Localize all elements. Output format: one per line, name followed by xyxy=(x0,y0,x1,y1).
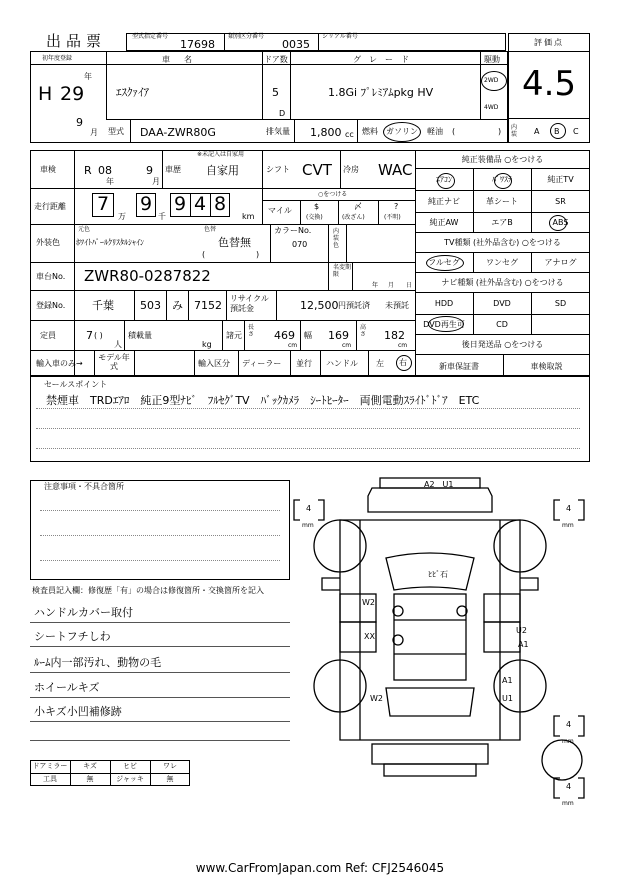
mileage-mile: マイル xyxy=(268,206,292,215)
capacity-unit: 人 xyxy=(114,340,122,349)
nav-type-label: ナビ種類 (社外品含む) ○をつける xyxy=(441,278,564,287)
model-label: 型式 xyxy=(108,127,124,136)
door-type: D xyxy=(279,109,286,118)
score-label: 評価点 xyxy=(534,38,564,47)
factory-equipment-label: 純正装備品 ○をつける xyxy=(461,155,544,164)
height-value: 182 xyxy=(384,329,405,342)
capacity-paren: ( ) xyxy=(94,331,103,340)
right-rear-mark-1: A1 xyxy=(502,676,513,685)
first-reg-month: 9 xyxy=(76,116,83,129)
mileage-digit-2: 9 xyxy=(139,193,153,215)
first-reg-era: H xyxy=(38,83,53,105)
repaint-paren-left: ( xyxy=(202,250,206,259)
color-no-label: カラーNo. xyxy=(274,226,312,235)
left-mid-mark: XX xyxy=(364,632,375,641)
name-change-day-unit: 日 xyxy=(406,282,413,289)
shaken-month: 9 xyxy=(146,164,153,177)
later-warranty: 新車保証書 xyxy=(439,362,479,371)
roof-marks: A2 U1 xyxy=(424,480,454,489)
note-item-4: ホイールキズ xyxy=(34,681,100,694)
recycle-unpaid: 未預託 xyxy=(385,301,409,310)
right-mid-mark-2: A1 xyxy=(518,640,529,649)
name-change-label: 名変期限 xyxy=(333,264,352,278)
footer-ref: www.CarFromJapan.com Ref: CFJ2546045 xyxy=(195,861,445,875)
displacement-unit: cc xyxy=(345,130,354,139)
car-name-label: 車名 xyxy=(162,55,206,64)
handle-left: 左 xyxy=(376,359,384,368)
left-front-mark: W2 xyxy=(362,598,375,607)
load-unit: kg xyxy=(202,340,212,349)
tread-fr: 4 xyxy=(566,504,572,513)
drive-4wd: 4WD xyxy=(484,104,499,111)
grade-value: 1.8Gi ﾌﾟﾚﾐｱﾑpkg HV xyxy=(328,86,434,99)
repaint-label: 色替 xyxy=(204,226,217,233)
width-value: 169 xyxy=(328,329,349,342)
reg-number: 7152 xyxy=(194,299,222,312)
ac-label: 冷房 xyxy=(343,165,359,174)
fuel-paren-left: ( xyxy=(452,127,456,136)
mileage-circle-note: ○をつける xyxy=(318,191,348,198)
load-label: 積載量 xyxy=(128,331,152,340)
bt-cell-4: 無 xyxy=(166,775,174,783)
import-type-label: 輸入区分 xyxy=(198,359,230,368)
note-item-1: ハンドルカバー取付 xyxy=(34,606,133,619)
bt-header-2: キズ xyxy=(83,762,97,770)
nav-dvd: DVD xyxy=(493,299,511,308)
mileage-digit-3: 9 xyxy=(173,193,187,215)
equip-tv: 純正TV xyxy=(547,175,574,184)
bt-header-4: ワレ xyxy=(163,762,177,770)
shift-value: CVT xyxy=(302,161,332,179)
tread-fl: 4 xyxy=(306,504,312,513)
height-unit: cm xyxy=(398,342,408,349)
car-name: ｴｽｸｧｲｱ xyxy=(116,86,149,99)
chassis-label: 車台No. xyxy=(36,272,66,281)
import-label: 輸入車のみ→ xyxy=(36,359,83,368)
shaken-year: 08 xyxy=(98,164,112,177)
drive-2wd: 2WD xyxy=(484,77,499,84)
category-label: 類別区分番号 xyxy=(228,33,265,40)
inspector-label: 検査員記入欄：修復歴「有」の場合は修復箇所・交換箇所を記入 xyxy=(32,586,264,595)
model-value: DAA-ZWR80G xyxy=(140,126,216,139)
doors-label: ドア数 xyxy=(264,55,288,64)
equip-navi: 純正ナビ xyxy=(428,197,460,206)
shaken-label: 車検 xyxy=(40,165,56,174)
note-item-5: 小キズ小凹補修跡 xyxy=(34,705,122,718)
exterior-label: 外装色 xyxy=(36,238,60,247)
doors-value: 5 xyxy=(272,86,279,99)
tread-spare: 4 xyxy=(566,782,572,791)
mileage-tamper: 〆 xyxy=(354,202,362,211)
mileage-unknown: ? xyxy=(394,202,399,211)
score-value: 4.5 xyxy=(521,64,577,104)
exterior-orig-label: 元色 xyxy=(78,226,91,233)
serial-label: シリアル番号 xyxy=(322,33,358,40)
reg-kana: み xyxy=(172,299,183,312)
grade-label: グレード xyxy=(353,55,417,64)
interior-label: 内装 xyxy=(511,124,518,138)
first-reg-year: 29 xyxy=(60,83,85,105)
recycle-unit: 円預託済 xyxy=(338,301,370,310)
length-value: 469 xyxy=(274,329,295,342)
bt-cell-1: 工具 xyxy=(43,775,57,783)
mileage-swap: $ xyxy=(314,202,320,211)
nav-cd: CD xyxy=(496,320,508,329)
width-label: 幅 xyxy=(304,331,312,340)
fuel-label: 燃料 xyxy=(362,127,378,136)
mileage-digit-4: 4 xyxy=(193,193,207,215)
interior-b: B xyxy=(554,127,560,136)
usage-label: 車歴 xyxy=(165,165,181,174)
sales-point-text: 禁煙車 TRDｴｱﾛ 純正9型ﾅﾋﾞ ﾌﾙｾｸﾞTV ﾊﾞｯｸｶﾒﾗ ｼｰﾄﾋｰﾀｰ 両側電動ｽﾗｲﾄﾞﾄﾞｱ ETC xyxy=(46,394,480,407)
tread-rr-unit: mm xyxy=(562,738,574,745)
dims-label: 諸元 xyxy=(226,331,242,340)
mileage-digit-1: 7 xyxy=(96,193,110,215)
tv-analog: アナログ xyxy=(544,258,577,267)
handle-label: ハンドル xyxy=(326,359,358,368)
length-unit: cm xyxy=(288,342,298,349)
chassis-value: ZWR80-0287822 xyxy=(84,267,211,285)
sheet-title: 出品票 xyxy=(46,32,107,50)
model-code-label: 型式指定番号 xyxy=(132,33,169,40)
name-change-year-unit: 年 xyxy=(372,282,379,289)
first-reg-label: 初年度登録 xyxy=(42,55,73,62)
repaint-value: 色替無 xyxy=(218,236,251,249)
right-mid-mark-1: U2 xyxy=(516,626,527,635)
equip-leather: 革シート xyxy=(486,197,518,206)
nav-sd: SD xyxy=(554,299,567,308)
import-dealer: ディーラー xyxy=(242,359,282,368)
fuel-paren-right: ) xyxy=(498,127,502,136)
length-label: 長さ xyxy=(248,324,255,338)
tread-rr: 4 xyxy=(566,720,572,729)
repaint-paren-right: ) xyxy=(256,250,260,259)
later-items-label: 後日発送品 ○をつける xyxy=(461,340,544,349)
tv-type-label: TV種類 (社外品含む) ○をつける xyxy=(444,238,561,247)
category-value: 0035 xyxy=(282,38,310,51)
note-item-2: シートフチしわ xyxy=(34,630,111,643)
sales-point-box xyxy=(30,376,590,462)
import-parallel: 並行 xyxy=(296,359,312,368)
height-label: 高さ xyxy=(360,324,367,338)
note-item-3: ﾙｰﾑ内一部汚れ、動物の毛 xyxy=(34,656,162,669)
later-manual: 車検取説 xyxy=(530,362,563,371)
equip-sunroof: SR xyxy=(555,197,566,206)
tv-fullseg: フルセグ xyxy=(428,258,460,267)
name-change-month-unit: 月 xyxy=(388,282,395,289)
width-unit: cm xyxy=(342,342,352,349)
model-year-label: モデル年式 xyxy=(98,353,130,371)
bt-cell-2: 無 xyxy=(86,775,94,783)
mileage-digit-5: 8 xyxy=(213,193,227,215)
shaken-era: R xyxy=(84,164,92,177)
notes-label: 注意事項・不具合箇所 xyxy=(44,482,124,491)
recycle-label: リサイクル預託金 xyxy=(230,294,269,313)
shaken-month-unit: 月 xyxy=(152,177,160,186)
sales-point-label: セールスポイント xyxy=(44,380,108,389)
first-reg-month-unit: 月 xyxy=(90,128,98,137)
notes-box xyxy=(30,480,290,580)
interior-color-label: 内装色 xyxy=(333,228,340,249)
nav-dvd-play: DVD再生可 xyxy=(423,320,465,329)
fuel-value: ガソリン xyxy=(386,127,418,136)
equip-abs: ABS xyxy=(552,218,569,227)
equip-alloy-wheel: 純正AW xyxy=(429,218,459,227)
interior-a: A xyxy=(534,127,540,136)
ac-value: WAC xyxy=(378,161,413,179)
bt-cell-3: ジャッキ xyxy=(116,775,144,783)
usage-note: ※未記入は自家用 xyxy=(197,151,245,158)
mileage-tamper-label: (改ざん) xyxy=(342,214,365,221)
tread-spare-unit: mm xyxy=(562,800,574,807)
left-rear-mark: W2 xyxy=(370,694,383,703)
shaken-year-unit: 年 xyxy=(106,177,114,186)
reg-class: 503 xyxy=(140,299,161,312)
equip-power-steering: ﾊﾟﾜｽﾃ xyxy=(492,175,512,184)
right-rear-mark-2: U1 xyxy=(502,694,513,703)
recycle-value: 12,500 xyxy=(300,299,339,312)
nav-hdd: HDD xyxy=(434,299,454,308)
drive-label: 駆動 xyxy=(484,55,500,64)
mileage-man: 万 xyxy=(118,212,126,221)
first-reg-year-unit: 年 xyxy=(84,72,92,81)
mileage-km: km xyxy=(242,212,255,221)
bt-header-1: ドアミラー xyxy=(32,762,68,770)
equip-aircon: ｴｱｺﾝ xyxy=(436,175,452,184)
tread-fl-unit: mm xyxy=(302,522,314,529)
mileage-sen: 千 xyxy=(158,212,166,221)
displacement-value: 1,800 xyxy=(310,126,342,139)
tread-fr-unit: mm xyxy=(562,522,574,529)
equip-airbag: エアB xyxy=(491,218,513,227)
exterior-orig-value: ﾎﾜｲﾄﾊﾟｰﾙｸﾘｽﾀﾙｼｬｲﾝ xyxy=(76,238,144,247)
color-no-value: 070 xyxy=(292,240,308,249)
glass-mark: ﾋﾋﾞ石 xyxy=(428,570,448,579)
capacity-value: 7 xyxy=(86,329,93,342)
usage-value: 自家用 xyxy=(206,164,239,177)
displacement-label: 排気量 xyxy=(266,127,290,136)
shift-label: シフト xyxy=(266,165,290,174)
mileage-label: 走行距離 xyxy=(34,202,66,211)
handle-right: 右 xyxy=(399,358,407,367)
mileage-swap-label: (交換) xyxy=(306,214,323,221)
mileage-unknown-label: (不明) xyxy=(384,214,401,221)
reg-area: 千葉 xyxy=(92,299,114,312)
bt-header-3: ヒビ xyxy=(123,762,137,770)
model-code-value: 17698 xyxy=(180,38,215,51)
capacity-label: 定員 xyxy=(40,331,56,340)
diesel-label: 軽油 xyxy=(427,127,443,136)
interior-c: C xyxy=(573,127,579,136)
reg-label: 登録No. xyxy=(36,301,66,310)
tv-oneseg: ワンセグ xyxy=(486,258,518,267)
